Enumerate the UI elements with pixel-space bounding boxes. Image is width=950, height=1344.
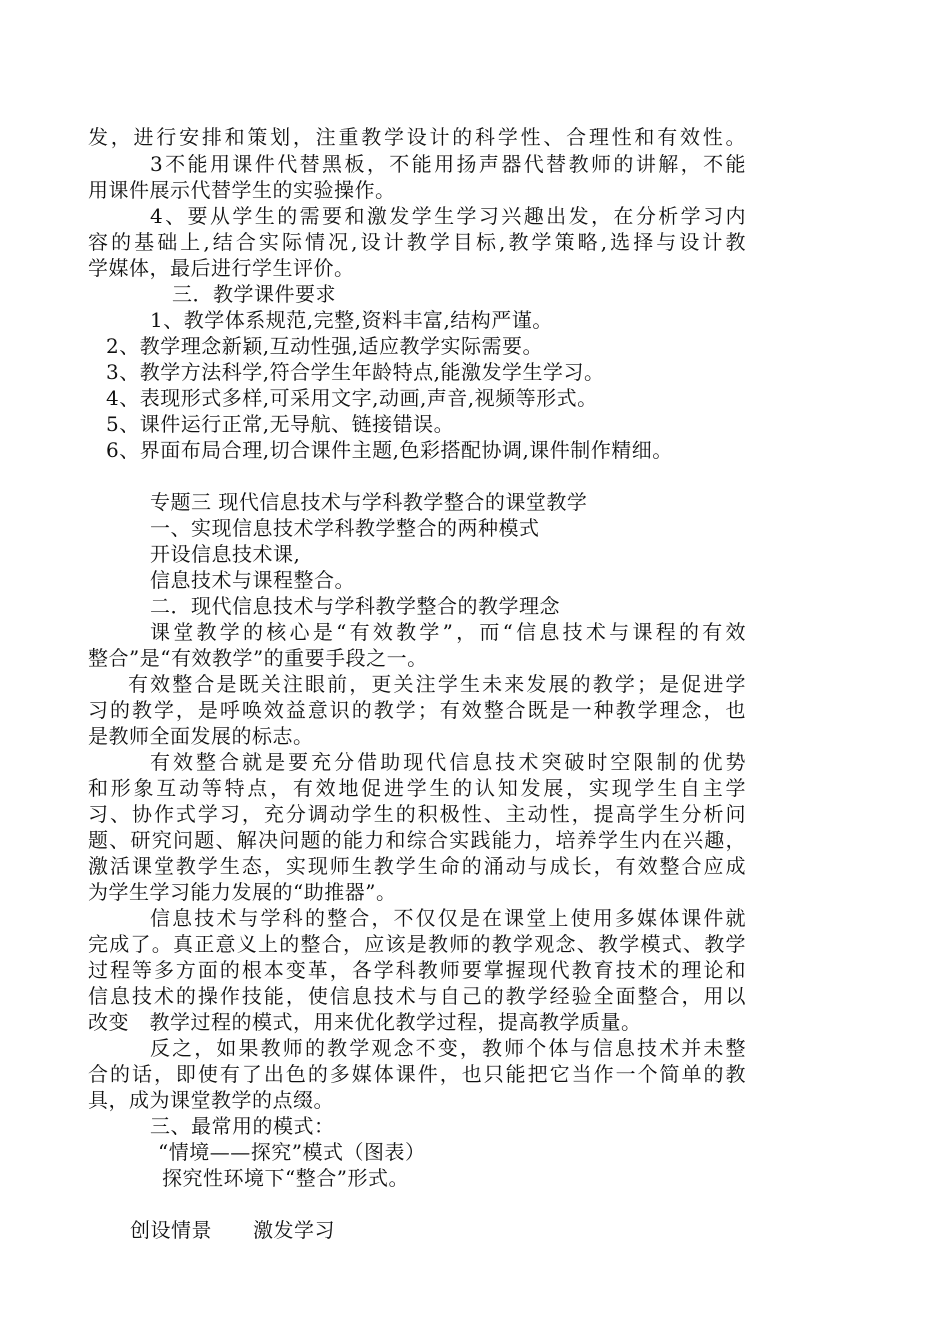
text-line: 是教师全面发展的标志。 [88,724,314,748]
text-line: 信息技术与课程整合。 [150,568,355,592]
text-line: 题、研究问题、解决问题的能力和综合实践能力，培养学生内在兴趣， [88,828,746,852]
text-line: 激活课堂教学生态，实现师生教学生命的涌动与成长，有效整合应成 [88,854,746,878]
text-line: 探究性环境下“整合”形式。 [162,1166,409,1190]
text-line: 具，成为课堂教学的点缀。 [88,1088,334,1112]
text-line: 有效整合就是要充分借助现代信息技术突破时空限制的优势 [150,750,746,774]
text-line: 过程等多方面的根本变革，各学科教师要掌握现代教育技术的理论和 [88,958,746,982]
text-line: 3不能用课件代替黑板，不能用扬声器代替教师的讲解，不能 [150,152,746,176]
list-item: 1、教学体系规范,完整,资料丰富,结构严谨。 [150,308,553,332]
text-line: 为学生学习能力发展的“助推器”。 [88,880,397,904]
text-line: 信息技术的操作技能，使信息技术与自己的教学经验全面整合，用以 [88,984,746,1008]
text-line: “情境——探究”模式（图表） [158,1140,426,1164]
text-line: 习、协作式学习，充分调动学生的积极性、主动性，提高学生分析问 [88,802,746,826]
section-heading: 三．教学课件要求 [172,282,336,306]
list-item: 4、表现形式多样,可采用文字,动画,声音,视频等形式。 [106,386,598,410]
text-line: 改变 教学过程的模式，用来优化教学过程，提高教学质量。 [88,1010,642,1034]
text-line: 4、要从学生的需要和激发学生学习兴趣出发，在分析学习内 [150,204,746,228]
list-item: 2、教学理念新颖,互动性强,适应教学实际需要。 [106,334,543,358]
text-line: 学媒体，最后进行学生评价。 [88,256,355,280]
text-line: 发，进行安排和策划，注重教学设计的科学性、合理性和有效性。 [88,125,746,149]
text-line: 整合”是“有效教学”的重要手段之一。 [88,646,428,670]
topic-heading: 专题三 现代信息技术与学科教学整合的课堂教学 [150,490,588,514]
text-line: 习的教学，是呼唤效益意识的教学；有效整合既是一种教学理念，也 [88,698,746,722]
text-line: 合的话，即使有了出色的多媒体课件，也只能把它当作一个简单的教 [88,1062,746,1086]
list-item: 6、界面布局合理,切合课件主题,色彩搭配协调,课件制作精细。 [106,438,673,462]
text-line: 用课件展示代替学生的实验操作。 [88,178,396,202]
text-line: 和形象互动等特点，有效地促进学生的认知发展，实现学生自主学 [88,776,746,800]
text-line: 开设信息技术课, [150,542,301,566]
list-item: 5、课件运行正常,无导航、链接错误。 [106,412,455,436]
text-line: 完成了。真正意义上的整合，应该是教师的教学观念、教学模式、教学 [88,932,746,956]
list-item: 3、教学方法科学,符合学生年龄特点,能激发学生学习。 [106,360,605,384]
section-heading: 一、实现信息技术学科教学整合的两种模式 [150,516,540,540]
text-line: 容的基础上,结合实际情况,设计教学目标,教学策略,选择与设计教 [88,230,746,254]
diagram-labels: 创设情景 激发学习 [130,1218,335,1242]
section-heading: 二．现代信息技术与学科教学整合的教学理念 [150,594,560,618]
text-line: 课堂教学的核心是“有效教学”，而“信息技术与课程的有效 [150,620,746,644]
text-line: 有效整合是既关注眼前，更关注学生未来发展的教学；是促进学 [128,672,746,696]
section-heading: 三、最常用的模式： [150,1114,335,1138]
text-line: 反之，如果教师的教学观念不变，教师个体与信息技术并未整 [150,1036,746,1060]
text-line: 信息技术与学科的整合，不仅仅是在课堂上使用多媒体课件就 [150,906,746,930]
